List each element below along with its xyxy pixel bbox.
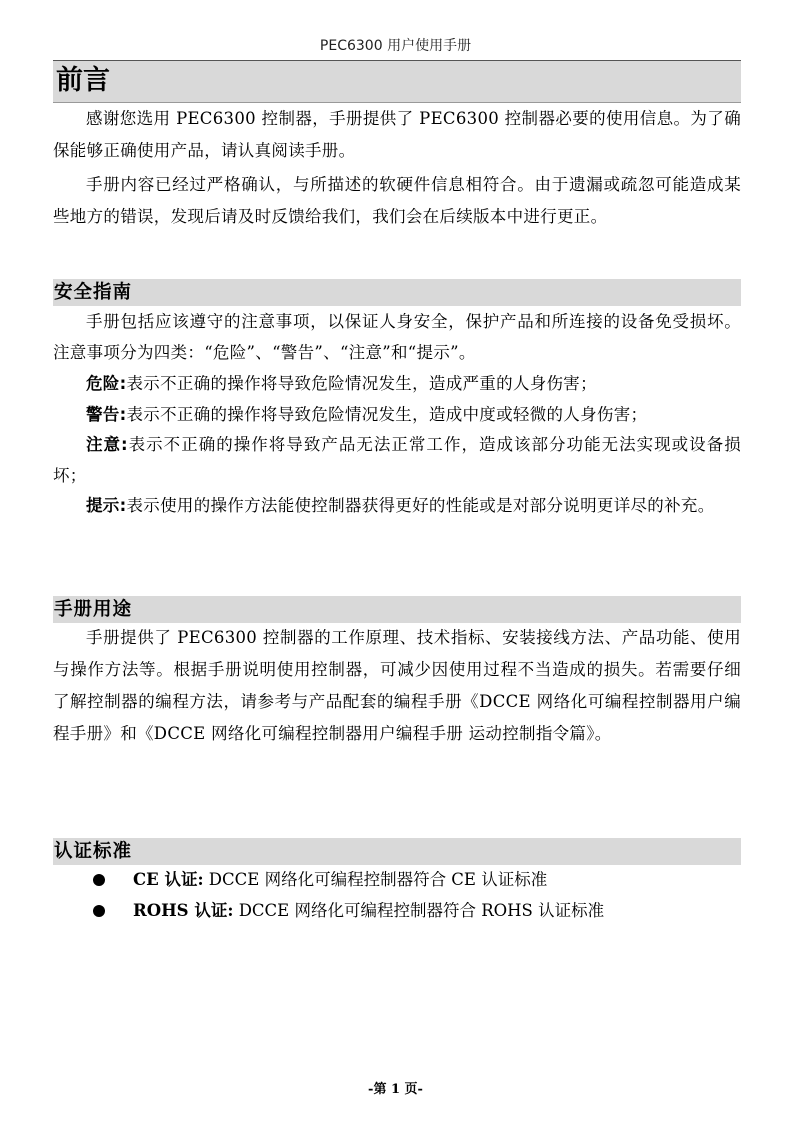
usage-paragraph: 手册提供了 PEC6300 控制器的工作原理、技术指标、安装接线方法、产品功能、使用与操作方法等。根据手册说明使用控制器，可减少因使用过程不当造成的损失。若需要仔细了解控制器的编程方法，请参考与产品配套的编程手册《DCCE 网络化可编程控制器用户编程手册》和《DCCE 网络化可编程控制器用户编程手册 运动控制指令篇》。 — [53, 628, 741, 743]
bullet-icon — [93, 905, 105, 917]
preface-paragraph-1: 感谢您选用 PEC6300 控制器，手册提供了 PEC6300 控制器必要的使用信息。为了确保能够正确使用产品，请认真阅读手册。 — [53, 109, 741, 160]
safety-item-text: 表示不正确的操作将导致危险情况发生，造成中度或轻微的人身伤害； — [126, 405, 648, 424]
page-number: -第 1 页- — [368, 1082, 423, 1097]
safety-item-label: 警告: — [86, 405, 127, 424]
safety-intro: 手册包括应该遵守的注意事项，以保证人身安全，保护产品和所连接的设备免受损坏。注意事项分为四类：“危险”、“警告”、“注意”和“提示”。 — [53, 312, 741, 362]
usage-heading: 手册用途 — [54, 599, 133, 620]
preface-paragraph-2: 手册内容已经过严格确认，与所描述的软硬件信息相符合。由于遗漏或疏忽可能造成某些地方的错误，发现后请及时反馈给我们，我们会在后续版本中进行更正。 — [53, 175, 741, 226]
safety-item-warning — [53, 399, 741, 430]
certification-text: DCCE 网络化可编程控制器符合 CE 认证标准 — [208, 870, 548, 889]
certification-label: CE 认证: — [133, 870, 204, 889]
safety-heading-bar — [53, 279, 741, 306]
running-header: PEC6300 用户使用手册 — [319, 38, 472, 54]
safety-item-text: 表示使用的操作方法能使控制器获得更好的性能或是对部分说明更详尽的补充。 — [126, 496, 715, 515]
preface-heading: 前言 — [56, 65, 110, 96]
safety-item-label: 注意: — [86, 435, 128, 454]
certification-text: DCCE 网络化可编程控制器符合 ROHS 认证标准 — [238, 901, 605, 920]
usage-heading-bar — [53, 596, 741, 623]
safety-item-danger — [53, 368, 741, 399]
safety-item-text: 表示不正确的操作将导致危险情况发生，造成严重的人身伤害； — [126, 374, 597, 393]
safety-item-tip — [53, 490, 741, 521]
safety-item-label: 提示: — [86, 496, 127, 515]
safety-item-text: 表示不正确的操作将导致产品无法正常工作，造成该部分功能无法实现或设备损坏； — [53, 435, 742, 485]
bullet-icon — [93, 874, 105, 886]
preface-heading-bar — [53, 61, 741, 103]
certification-label: ROHS 认证: — [133, 901, 234, 920]
safety-item-caution — [53, 429, 741, 491]
safety-heading: 安全指南 — [54, 282, 133, 303]
certification-heading: 认证标准 — [54, 841, 133, 862]
certification-heading-bar — [53, 838, 741, 865]
safety-item-label: 危险: — [86, 374, 127, 393]
